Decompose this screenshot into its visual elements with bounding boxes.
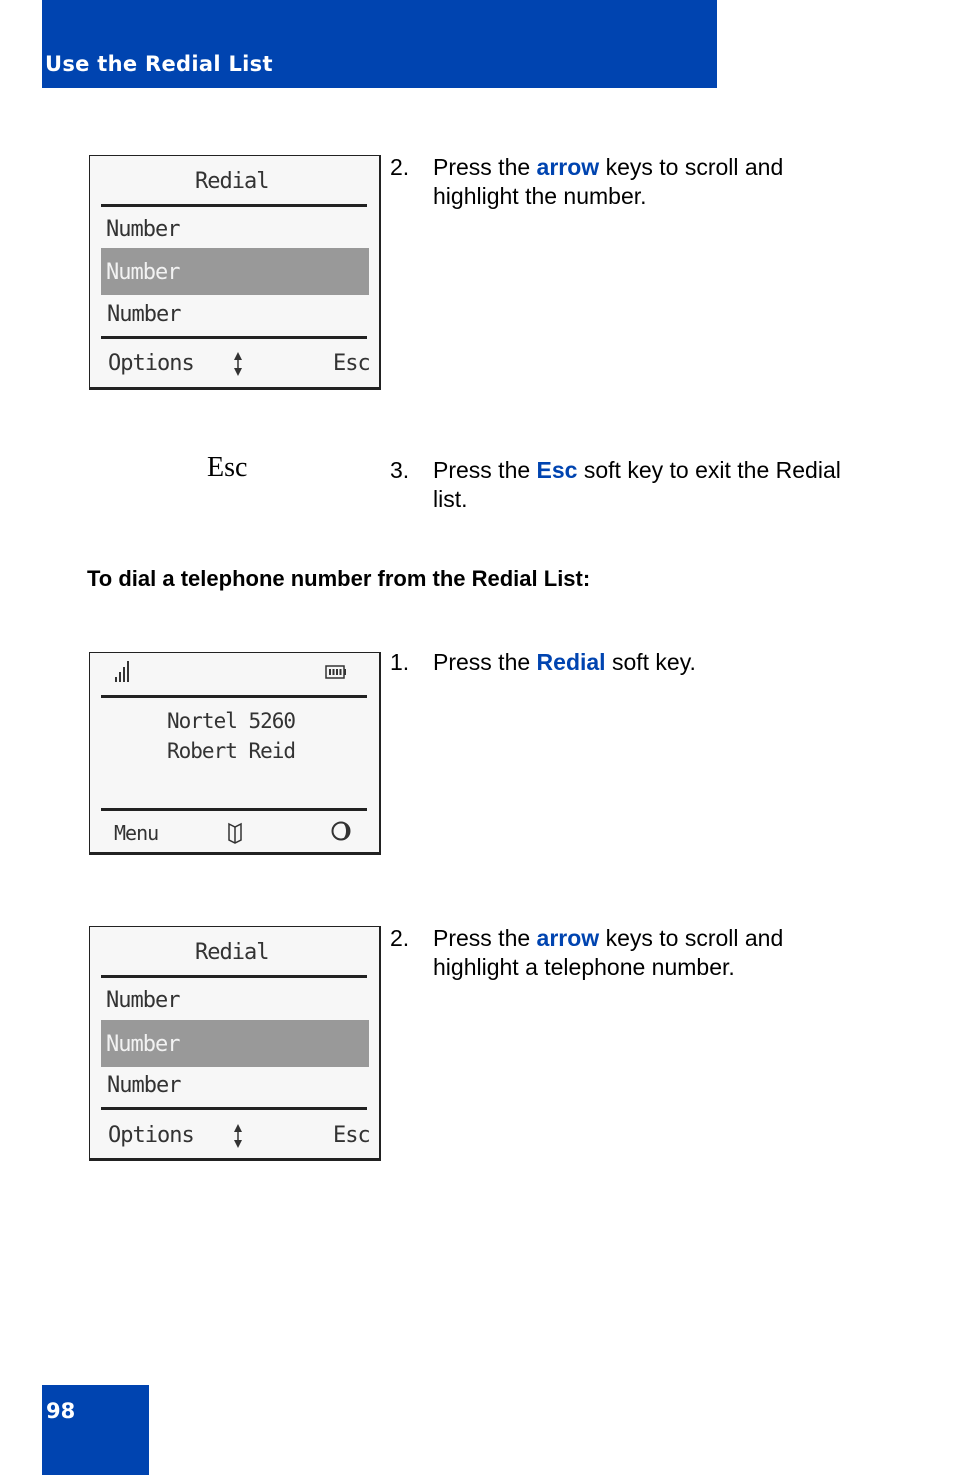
signal-strength-icon: [114, 659, 132, 683]
step-number: 2.: [390, 925, 410, 951]
up-down-arrow-icon: [233, 351, 243, 377]
screen-title: Redial: [195, 940, 269, 965]
battery-icon: [325, 664, 347, 680]
esc-keyword: Esc: [536, 457, 578, 483]
redial-list-screen-1: [89, 155, 381, 390]
menu-softkey: Menu: [114, 821, 159, 845]
step-text: Press the Esc soft key to exit the Redial list.: [433, 457, 841, 512]
esc-softkey: Esc: [333, 351, 370, 376]
list-item-highlighted: Number: [106, 1032, 180, 1057]
redial-keyword: Redial: [536, 649, 606, 675]
divider: [101, 204, 367, 207]
divider: [101, 1107, 367, 1110]
options-softkey: Options: [108, 1123, 194, 1148]
user-name: Robert Reid: [167, 739, 296, 763]
esc-softkey: Esc: [333, 1123, 370, 1148]
up-down-arrow-icon: [233, 1123, 243, 1149]
arrow-keyword: arrow: [536, 154, 600, 180]
list-item: Number: [106, 988, 180, 1013]
page-header-title: Use the Redial List: [45, 52, 273, 76]
idle-screen: [89, 652, 381, 855]
section-heading: To dial a telephone number from the Redial List:: [87, 566, 591, 591]
step-text: Press the Redial soft key.: [433, 649, 696, 675]
list-item: Number: [107, 1073, 181, 1098]
page-number: 98: [46, 1399, 76, 1423]
step-text: Press the arrow keys to scroll and highlight a telephone number.: [433, 925, 784, 980]
arrow-keyword: arrow: [536, 925, 600, 951]
list-item-highlighted: Number: [106, 260, 180, 285]
screen-title: Redial: [195, 169, 269, 194]
divider: [101, 975, 367, 978]
list-item: Number: [107, 302, 181, 327]
step-number: 1.: [390, 649, 410, 675]
step-number: 2.: [390, 154, 410, 180]
redial-half-moon-icon: [330, 819, 352, 843]
divider: [101, 336, 367, 339]
redial-list-screen-2: [89, 926, 381, 1161]
divider: [101, 808, 367, 811]
directory-book-icon: [227, 821, 243, 845]
step-text: Press the arrow keys to scroll and highlight the number.: [433, 154, 784, 209]
device-model: Nortel 5260: [167, 709, 296, 733]
esc-key-label: Esc: [207, 452, 248, 483]
step-number: 3.: [390, 457, 410, 483]
list-item: Number: [106, 217, 180, 242]
options-softkey: Options: [108, 351, 194, 376]
divider: [101, 695, 367, 698]
